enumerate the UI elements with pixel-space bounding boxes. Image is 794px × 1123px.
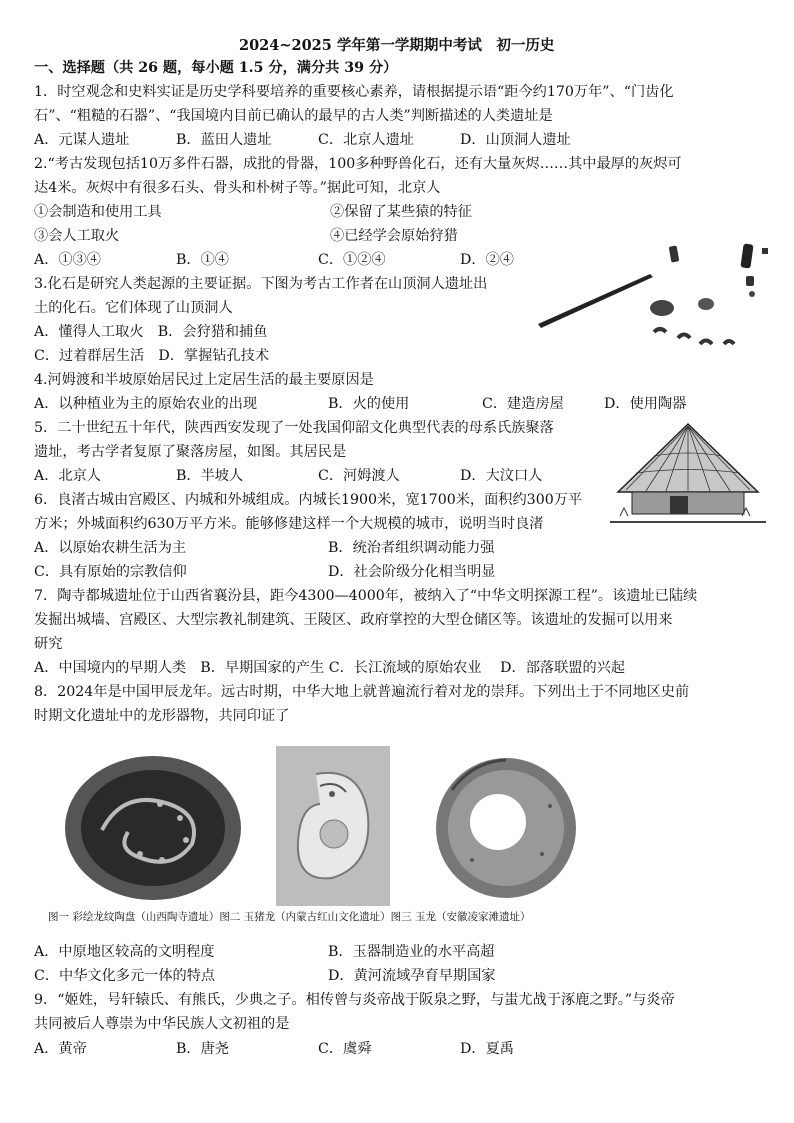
q2-option-b: B．①④ xyxy=(176,252,229,268)
q2-line2: 达4米。灰烬中有很多石头、骨头和朴树子等。”据此可知，北京人 xyxy=(34,180,441,196)
q8-option-b: B．玉器制造业的水平高超 xyxy=(328,944,495,960)
q5-line1: 5．二十世纪五十年代，陕西西安发现了一处我国仰韶文化典型代表的母系氏族聚落 xyxy=(34,420,554,436)
q3-line2: 土的化石。它们体现了山顶洞人 xyxy=(34,300,233,316)
q6-option-b: B．统治者组织调动能力强 xyxy=(328,540,495,556)
q9-line1: 9．“姬姓，号轩辕氏、有熊氏，少典之子。相传曾与炎帝战于阪泉之野，与蚩尤战于涿鹿之野。”与炎帝 xyxy=(34,992,675,1008)
q1-option-a: A．元谋人遗址 xyxy=(34,132,130,148)
q2-statement-1: ①会制造和使用工具 xyxy=(34,204,162,220)
q2-option-a: A．①③④ xyxy=(34,252,101,268)
hut-figure xyxy=(606,418,770,530)
q9-option-b: B．唐尧 xyxy=(176,1041,229,1057)
fossil-figure xyxy=(530,236,780,356)
q8-option-a: A．中原地区较高的文明程度 xyxy=(34,944,215,960)
q8-option-c: C．中华文化多元一体的特点 xyxy=(34,968,216,984)
q9-option-d: D．夏禹 xyxy=(460,1041,514,1057)
q7-options: A．中国境内的早期人类 B．早期国家的产生 C．长江流域的原始农业 D．部落联盟的兴起 xyxy=(34,660,626,676)
q3-options-cd: C．过着群居生活 D．掌握钻孔技术 xyxy=(34,348,270,364)
section-heading: 一、选择题（共 26 题，每小题 1.5 分，满分共 39 分） xyxy=(34,60,398,76)
bone-needle-icon xyxy=(538,274,653,328)
dragon-plate-figure xyxy=(62,752,244,902)
q2-statement-3: ③会人工取火 xyxy=(34,228,120,244)
q2-option-c: C．①②④ xyxy=(318,252,386,268)
q8-option-d: D．黄河流域孕育早期国家 xyxy=(328,968,496,984)
q5-option-d: D．大汶口人 xyxy=(460,468,543,484)
q5-option-b: B．半坡人 xyxy=(176,468,244,484)
q2-option-d: D．②④ xyxy=(460,252,514,268)
q9-option-c: C．虞舜 xyxy=(318,1041,372,1057)
q1-option-b: B．蓝田人遗址 xyxy=(176,132,272,148)
jade-dragon-figure xyxy=(432,750,580,904)
q3-options-ab: A．懂得人工取火 B．会狩猎和捕鱼 xyxy=(34,324,268,340)
q6-option-a: A．以原始农耕生活为主 xyxy=(34,540,187,556)
q2-statement-4: ④已经学会原始狩猎 xyxy=(330,228,458,244)
q9-option-a: A．黄帝 xyxy=(34,1041,87,1057)
q7-line2: 发掘出城墙、宫殿区、大型宗教礼制建筑、王陵区、政府掌控的大型仓储区等。该遗址的发掘可以用来 xyxy=(34,612,673,628)
q4-option-c: C．建造房屋 xyxy=(482,396,564,412)
q8-figure-caption: 图一 彩绘龙纹陶盘（山西陶寺遗址）图二 玉猪龙（内蒙古红山文化遗址）图三 玉龙（安徽凌家滩遗址） xyxy=(48,911,531,923)
q2-line1: 2.“考古发现包括10万多件石器，成批的骨器，100多种野兽化石，还有大量灰烬……其中最厚的灰烬可 xyxy=(34,156,682,172)
q4-line1: 4.河姆渡和半坡原始居民过上定居生活的最主要原因是 xyxy=(34,372,374,388)
q6-option-c: C．具有原始的宗教信仰 xyxy=(34,564,187,580)
q6-line1: 6．良渚古城由宫殿区、内城和外城组成。内城长1900米，宽1700米，面积约300万平 xyxy=(34,492,583,508)
q1-option-c: C．北京人遗址 xyxy=(318,132,414,148)
q6-option-d: D．社会阶级分化相当明显 xyxy=(328,564,496,580)
page-title: 2024~2025 学年第一学期期中考试 初一历史 xyxy=(239,37,555,54)
q4-option-d: D．使用陶器 xyxy=(604,396,687,412)
q5-line2: 遗址，考古学者复原了聚落房屋，如图。其居民是 xyxy=(34,444,347,460)
q2-statement-2: ②保留了某些猿的特征 xyxy=(330,204,472,220)
q6-line2: 方米；外城面积约630万平方米。能够修建这样一个大规模的城市，说明当时良渚 xyxy=(34,516,544,532)
q3-line1: 3.化石是研究人类起源的主要证据。下图为考古工作者在山顶洞人遗址出 xyxy=(34,276,488,292)
q7-line3: 研究 xyxy=(34,636,63,652)
q5-option-c: C．河姆渡人 xyxy=(318,468,400,484)
q1-line1: 1．时空观念和史料实证是历史学科要培养的重要核心素养，请根据提示语“距今约170万年”、“门齿化 xyxy=(34,84,674,100)
q4-option-b: B．火的使用 xyxy=(328,396,410,412)
q9-line2: 共同被后人尊崇为中华民族人文初祖的是 xyxy=(34,1016,290,1032)
q1-line2: 石”、“粗糙的石器”、“我国境内目前已确认的最早的古人类”判断描述的人类遗址是 xyxy=(34,108,553,124)
q8-line1: 8．2024年是中国甲辰龙年。远古时期，中华大地上就普遍流行着对龙的崇拜。下列出土于不同地区史前 xyxy=(34,684,690,700)
q8-line2: 时期文化遗址中的龙形器物，共同印证了 xyxy=(34,708,290,724)
jade-pig-dragon-figure xyxy=(276,746,390,906)
q4-option-a: A．以种植业为主的原始农业的出现 xyxy=(34,396,258,412)
q7-line1: 7．陶寺都城遗址位于山西省襄汾县，距今4300—4000年，被纳入了“中华文明探源工程”。该遗址已陆续 xyxy=(34,588,698,604)
q1-option-d: D．山顶洞人遗址 xyxy=(460,132,571,148)
q5-option-a: A．北京人 xyxy=(34,468,101,484)
